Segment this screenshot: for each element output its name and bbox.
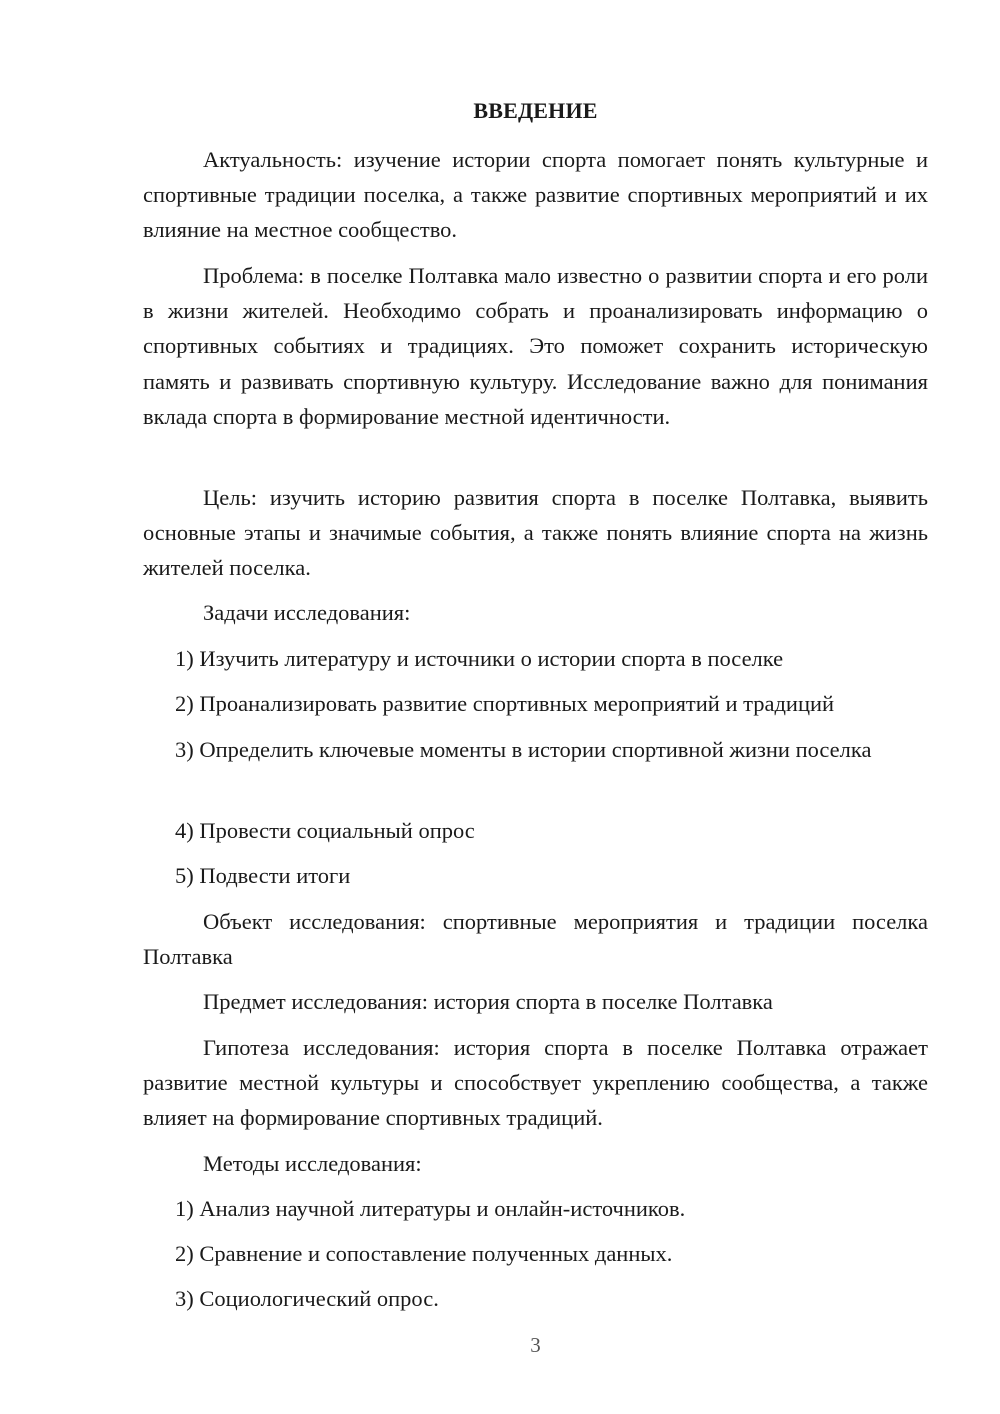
task-item: 4) Провести социальный опрос xyxy=(175,818,475,843)
problem-paragraph: Проблема: в поселке Полтавка мало известно о развитии спорта и его роли в жизни жителей. Необходимо собрать и проанализировать информацию о спортивных событиях и традициях. Это поможет сохранить историческую память и развивать спортивную культуру. Исследование важно для понимания вклада спорта в формирование местной идентичности. xyxy=(143,263,928,429)
task-item: 3) Определить ключевые моменты в истории спортивной жизни поселка xyxy=(175,737,872,762)
method-item: 3) Социологический опрос. xyxy=(175,1286,439,1311)
relevance-paragraph: Актуальность: изучение истории спорта помогает понять культурные и спортивные традиции поселка, а также развитие спортивных мероприятий и их влияние на местное сообщество. xyxy=(143,147,928,243)
method-item: 1) Анализ научной литературы и онлайн-источников. xyxy=(175,1196,686,1221)
section-heading: ВВЕДЕНИЕ xyxy=(473,98,598,123)
page-number: 3 xyxy=(530,1333,541,1357)
task-item: 1) Изучить литературу и источники о истории спорта в поселке xyxy=(175,646,784,671)
tasks-title: Задачи исследования: xyxy=(203,600,411,625)
task-item: 5) Подвести итоги xyxy=(175,863,351,888)
goal-paragraph: Цель: изучить историю развития спорта в поселке Полтавка, выявить основные этапы и значимые события, а также понять влияние спорта на жизнь жителей поселка. xyxy=(143,485,928,581)
method-item: 2) Сравнение и сопоставление полученных данных. xyxy=(175,1241,673,1266)
task-item: 2) Проанализировать развитие спортивных мероприятий и традиций xyxy=(175,691,835,716)
document-page xyxy=(143,0,928,1414)
object-paragraph: Объект исследования: спортивные мероприятия и традиции поселка Полтавка xyxy=(143,909,928,970)
hypothesis-paragraph: Гипотеза исследования: история спорта в поселке Полтавка отражает развитие местной культуры и способствует укреплению сообщества, а также влияет на формирование спортивных традиций. xyxy=(143,1035,928,1131)
subject-paragraph: Предмет исследования: история спорта в поселке Полтавка xyxy=(203,989,773,1014)
methods-title: Методы исследования: xyxy=(203,1151,422,1176)
